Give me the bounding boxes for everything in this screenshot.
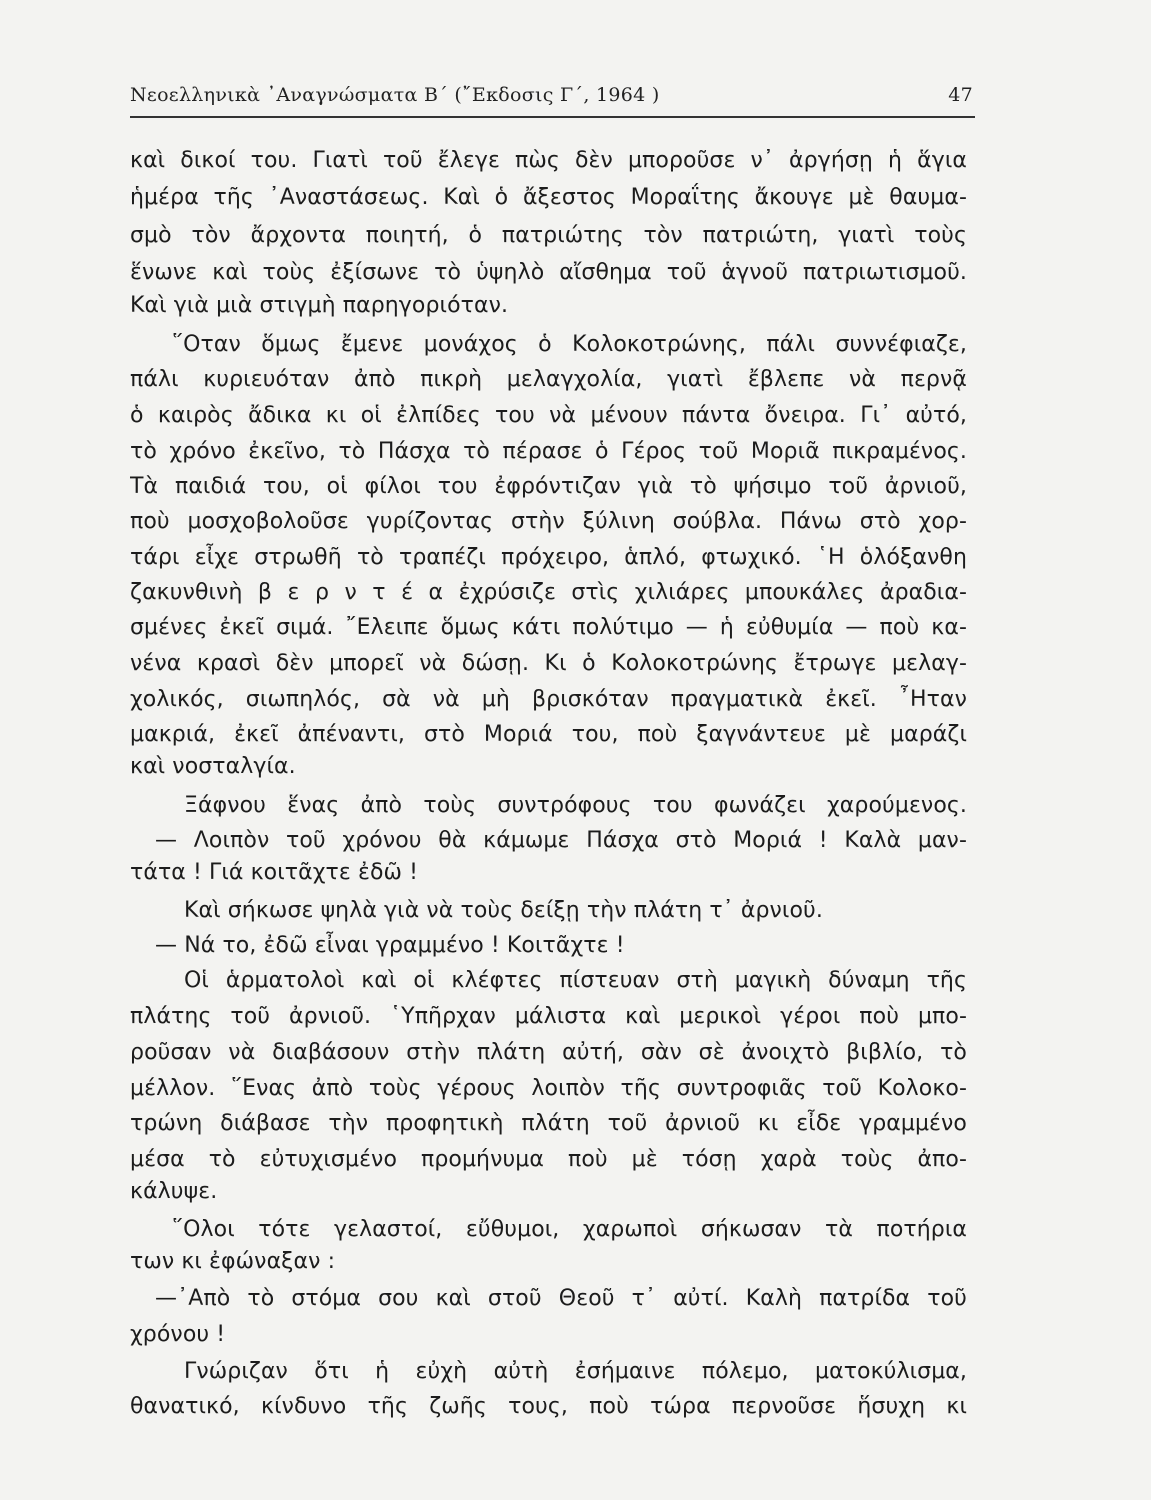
text-line: Γνώριζαν ὅτι ἡ εὐχὴ αὐτὴ ἐσήμαινε πόλεμο, ματοκύλισμα, (184, 1359, 967, 1384)
text-line: ἕνωνε καὶ τοὺς ἐξίσωνε τὸ ὑψηλὸ αἴσθημα τοῦ ἁγνοῦ πατριωτισμοῦ. (130, 260, 967, 285)
text-line: ἡμέρα τῆς ᾿Αναστάσεως. Καὶ ὁ ἄξεστος Μοραΐτης ἄκουγε μὲ θαυμα- (130, 185, 967, 210)
text-line: χολικός, σιωπηλός, σὰ νὰ μὴ βρισκόταν πραγματικὰ ἐκεῖ. ῏Ηταν (130, 687, 967, 712)
text-line: κάλυψε. (130, 1179, 218, 1204)
text-line: καὶ νοσταλγία. (130, 754, 296, 779)
text-line: ποὺ μοσχοβολοῦσε γυρίζοντας στὴν ξύλινη σούβλα. Πάνω στὸ χορ- (130, 509, 967, 534)
text-line: χρόνου ! (130, 1322, 226, 1347)
text-line: ῞Ολοι τότε γελαστοί, εὔθυμοι, χαρωποὶ σήκωσαν τὰ ποτήρια (172, 1217, 967, 1242)
text-line: καὶ δικοί του. Γιατὶ τοῦ ἔλεγε πὼς δὲν μποροῦσε ν᾿ ἀργήσῃ ἡ ἅγια (130, 148, 967, 173)
text-line: Καὶ γιὰ μιὰ στιγμὴ παρηγοριόταν. (130, 293, 509, 318)
text-line: —᾿Απὸ τὸ στόμα σου καὶ στοῦ Θεοῦ τ᾿ αὐτί. Καλὴ πατρίδα τοῦ (155, 1286, 967, 1311)
text-line: Τὰ παιδιά του, οἱ φίλοι του ἐφρόντιζαν γιὰ τὸ ψήσιμο τοῦ ἀρνιοῦ, (130, 474, 967, 499)
text-line: — Λοιπὸν τοῦ χρόνου θὰ κάμωμε Πάσχα στὸ Μοριά ! Καλὰ μαν- (155, 828, 967, 853)
text-line: τρώνη διάβασε τὴν προφητικὴ πλάτη τοῦ ἀρνιοῦ κι εἶδε γραμμένο (130, 1111, 967, 1136)
text-line: ῞Οταν ὅμως ἔμενε μονάχος ὁ Κολοκοτρώνης, πάλι συννέφιαζε, (172, 332, 967, 357)
header-title: Νεοελληνικὰ ᾿Αναγνώσματα Β΄ (῎Εκδοσις Γ΄, 1964 ) (130, 84, 660, 106)
text-line: ροῦσαν νὰ διαβάσουν στὴν πλάτη αὐτή, σὰν σὲ ἀνοιχτὸ βιβλίο, τὸ (130, 1040, 967, 1065)
text-line: τάρι εἶχε στρωθῆ τὸ τραπέζι πρόχειρο, ἁπλό, φτωχικό. ῾Η ὁλόξανθη (130, 545, 967, 570)
running-header (130, 84, 973, 120)
text-line: ζακυνθινὴ β ε ρ ν τ έ α ἐχρύσιζε στὶς χιλιάρες μπουκάλες ἀραδια- (130, 580, 967, 605)
text-line: νένα κρασὶ δὲν μπορεῖ νὰ δώσῃ. Κι ὁ Κολοκοτρώνης ἔτρωγε μελαγ- (130, 651, 967, 676)
text-line: των κι ἐφώναξαν : (130, 1249, 336, 1274)
text-line: — Νά το, ἐδῶ εἶναι γραμμένο ! Κοιτᾶχτε ! (155, 933, 625, 958)
text-line: Οἱ ἁρματολοὶ καὶ οἱ κλέφτες πίστευαν στὴ μαγικὴ δύναμη τῆς (184, 968, 967, 993)
text-line: Ξάφνου ἕνας ἀπὸ τοὺς συντρόφους του φωνάζει χαρούμενος. (184, 793, 967, 818)
header-rule (130, 116, 975, 118)
text-line: μέσα τὸ εὐτυχισμένο προμήνυμα ποὺ μὲ τόσῃ χαρὰ τοὺς ἀπο- (130, 1147, 967, 1172)
text-line: πάλι κυριευόταν ἀπὸ πικρὴ μελαγχολία, γιατὶ ἔβλεπε νὰ περνᾷ (130, 367, 967, 392)
text-line: τὸ χρόνο ἐκεῖνο, τὸ Πάσχα τὸ πέρασε ὁ Γέρος τοῦ Μοριᾶ πικραμένος. (130, 439, 967, 464)
text-line: μακριά, ἐκεῖ ἀπέναντι, στὸ Μοριά του, ποὺ ξαγνάντευε μὲ μαράζι (130, 722, 967, 747)
text-line: πλάτης τοῦ ἀρνιοῦ. ῾Υπῆρχαν μάλιστα καὶ μερικοὶ γέροι ποὺ μπο- (130, 1004, 967, 1029)
text-line: σμένες ἐκεῖ σιμά. ῎Ελειπε ὅμως κάτι πολύτιμο — ἡ εὐθυμία — ποὺ κα- (130, 615, 967, 640)
page-number: 47 (948, 84, 973, 106)
text-line: θανατικό, κίνδυνο τῆς ζωῆς τους, ποὺ τώρα περνοῦσε ἥσυχη κι (130, 1394, 967, 1419)
text-line: Καὶ σήκωσε ψηλὰ γιὰ νὰ τοὺς δείξῃ τὴν πλάτη τ᾿ ἀρνιοῦ. (184, 898, 823, 923)
text-line: μέλλον. ῞Ενας ἀπὸ τοὺς γέρους λοιπὸν τῆς συντροφιᾶς τοῦ Κολοκο- (130, 1076, 967, 1101)
text-line: σμὸ τὸν ἄρχοντα ποιητή, ὁ πατριώτης τὸν πατριώτη, γιατὶ τοὺς (130, 223, 967, 248)
text-line: ὁ καιρὸς ἄδικα κι οἱ ἐλπίδες του νὰ μένουν πάντα ὄνειρα. Γι᾿ αὐτό, (130, 403, 967, 428)
text-line: τάτα ! Γιά κοιτᾶχτε ἐδῶ ! (130, 860, 419, 885)
